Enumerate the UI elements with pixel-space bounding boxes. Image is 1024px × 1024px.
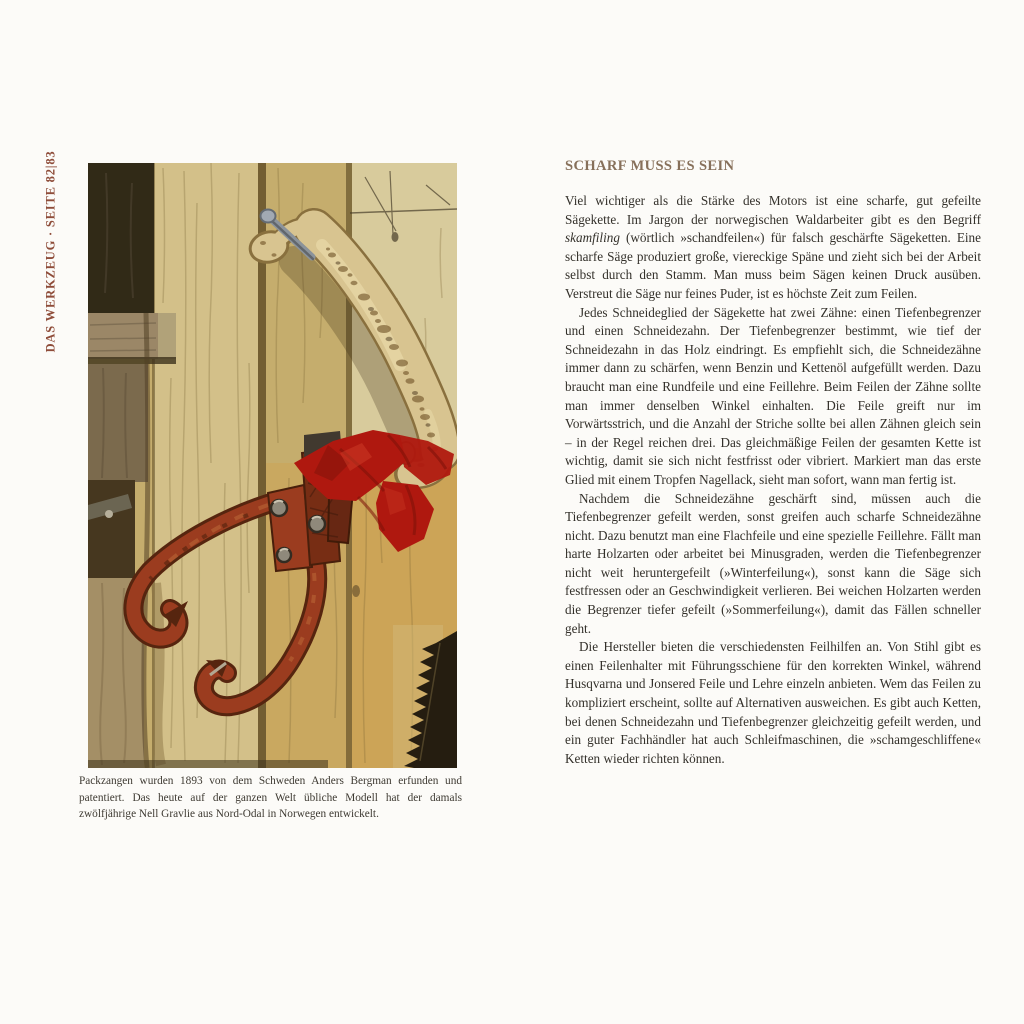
paragraph-1-text: Viel wichtiger als die Stärke des Motors ist eine scharfe, gut gefeilte Sägekette. Im Jargon der norwegischen Waldarbeiter gibt es den Begriff bbox=[565, 193, 981, 227]
article-column bbox=[565, 158, 981, 768]
paragraph-1 bbox=[565, 192, 981, 304]
photo-illustration bbox=[88, 163, 457, 768]
spine-label: DAS WERKZEUG · SEITE 82|83 bbox=[43, 150, 58, 352]
paragraph-3: Nachdem die Schneidezähne geschärft sind, müssen auch die Tiefenbegrenzer gefeilt werden, sonst greifen auch scharfe Schneidezähne nicht. Dazu benutzt man eine Flachfeile und eine spezielle Feillehre. Fällt man harte Holzarten oder arbeitet bei Minusgraden, werden die Tiefenbegrenzer nicht weit heruntergefeilt (»Winterfeilung«), sonst kann die Säge sich festfressen oder an Geschwindigkeit verlieren. Bei weichen Holzarten werden die Begrenzer tiefer gefeilt (»Sommerfeilung«), damit das Fällen schneller geht. bbox=[565, 490, 981, 636]
paragraph-4: Die Hersteller bieten die verschiedensten Feilhilfen an. Von Stihl gibt es einen Feilenhalter mit Führungsschiene für den korrekten Winkel, während Husqvarna und Jonsered Feile und Lehre einzeln anbieten. Wem das Feilen zu kompliziert erscheint, sollte auf Alternativen ausweichen. Es gibt auch Ketten, bei denen Schneidezahn und Tiefenbegrenzer gleichzeitig gefeilt werden, und ein guter Fachhändler hat auch Schleifmaschinen, die »schamgeschliffene« Ketten wieder richten können. bbox=[565, 639, 981, 766]
paragraph-1-text-continued: (wörtlich »schandfeilen«) für falsch geschärfte Sägeketten. Eine scharfe Säge produziert große, viereckige Späne und zieht sich bei der Arbeit selbst durch den Stamm. Man muss beim Sägen keinen Druck ausüben. Verstreut die Säge nur feines Puder, ist es höchste Zeit zum Feilen. bbox=[565, 230, 981, 301]
paragraph-1-italic-term: skamfiling bbox=[565, 230, 620, 246]
article-heading: SCHARF MUSS ES SEIN bbox=[565, 158, 735, 174]
packzange-photo bbox=[88, 163, 457, 768]
spine-label-container bbox=[36, 150, 66, 352]
photo-tone-overlay bbox=[88, 163, 457, 768]
paragraph-2: Jedes Schneideglied der Sägekette hat zwei Zähne: einen Tiefenbegrenzer und einen Schneidezahn. Der Tiefenbegrenzer bestimmt, wie tief der Schneidezahn in das Holz eindringt. Es empfiehlt sich, die Schneidezähne immer dann zu schärfen, wenn Benzin und Kettenöl aufgefüllt werden. Dazu braucht man eine Rundfeile und eine Feillehre. Beim Feilen der Zähne sollte man immer denselben Winkel einhalten. Die Feile greift nur im Vorwärtsstrich, und die Anzahl der Striche sollte bei allen Zähnen gleich sein – in der Regel reichen drei. Das gleichmäßige Feilen der gesamten Kette ist wichtig, damit sie sich nicht festfrisst oder vibriert. Markiert man das erste Glied mit einem Tropfen Nagellack, sieht man sofort, wann man fertig ist. bbox=[565, 304, 981, 487]
photo-caption: Packzangen wurden 1893 von dem Schweden Anders Bergman erfunden und patentiert. Das heute auf der ganzen Welt übliche Modell hat der damals zwölfjährige Nell Gravlie aus Nord-Odal in Norwegen entwickelt. bbox=[79, 775, 462, 821]
